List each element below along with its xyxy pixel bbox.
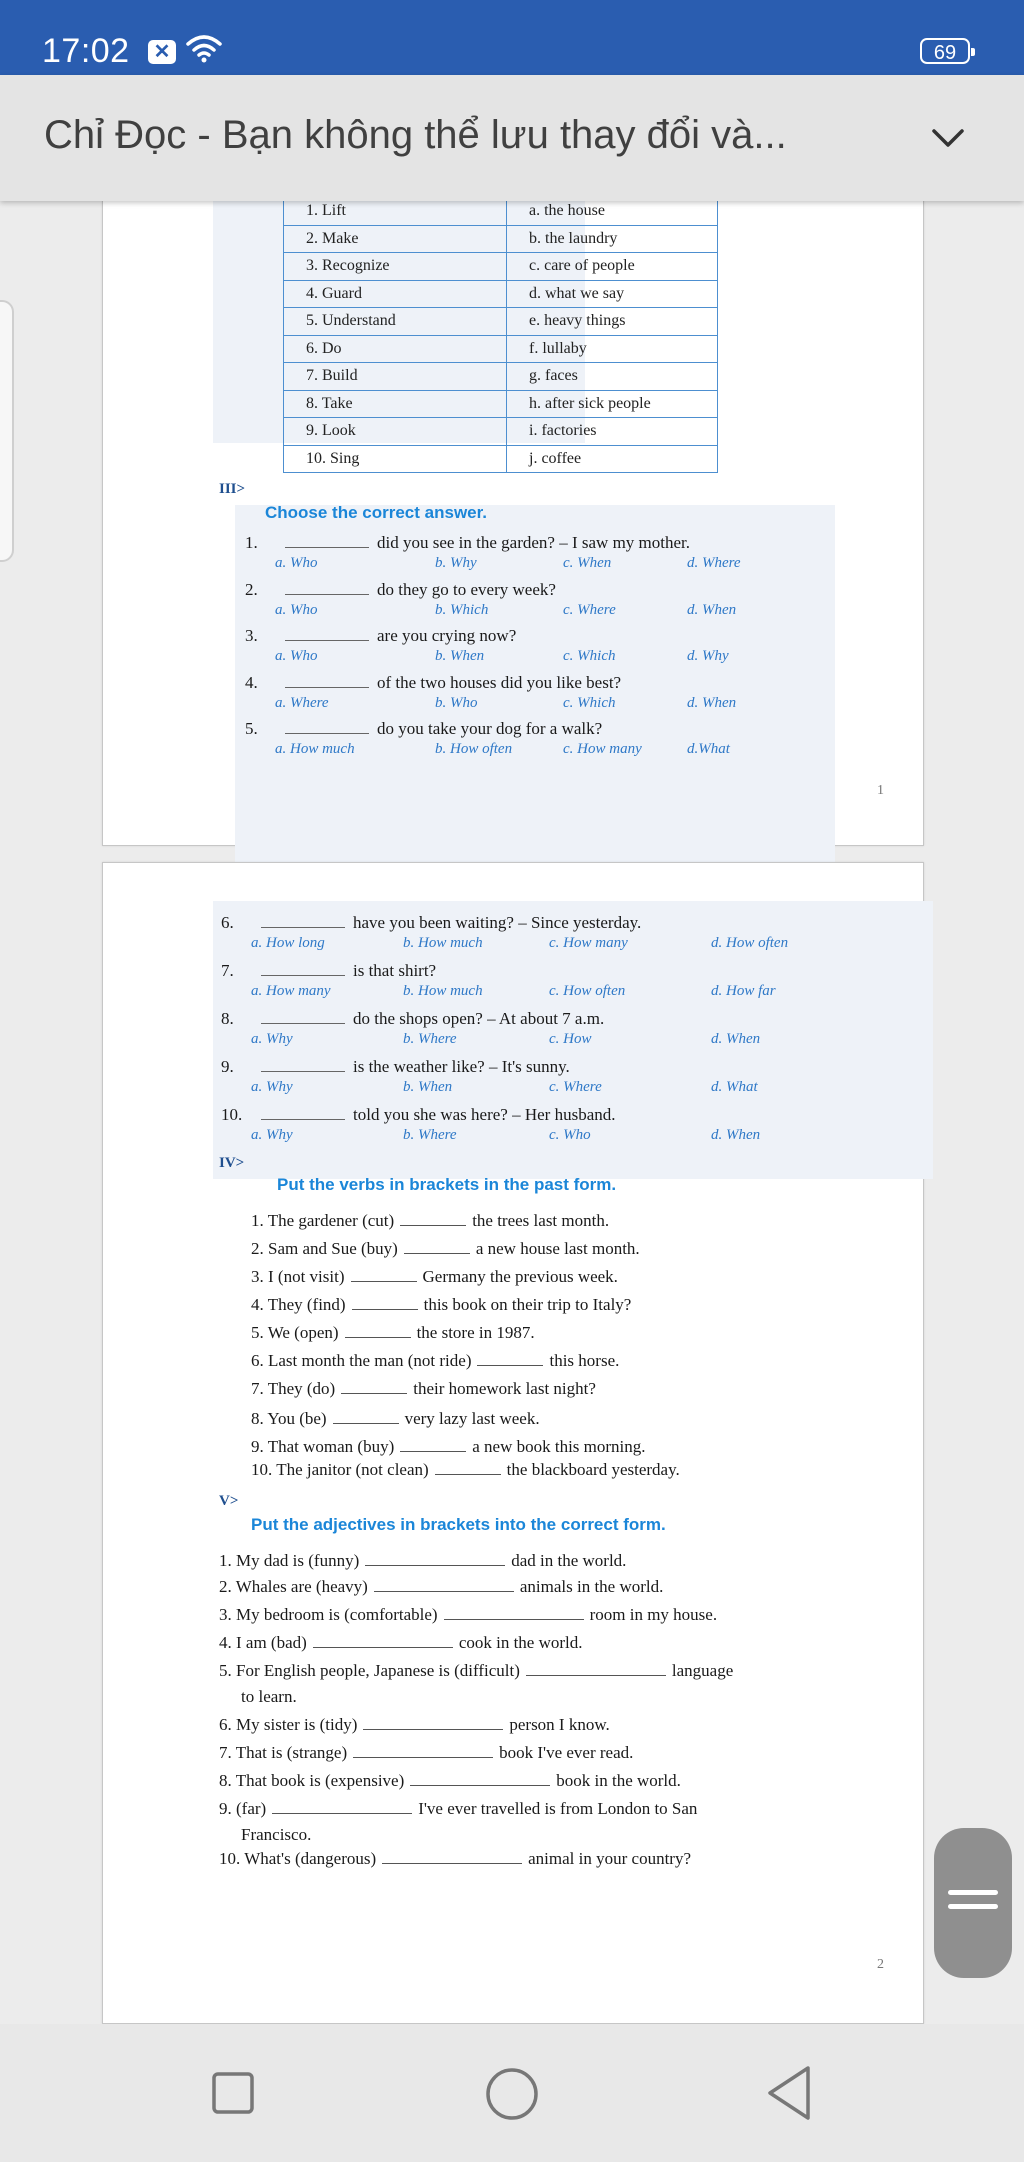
answer-blank [365,1551,505,1566]
item-number: 8. [219,1771,236,1790]
table-cell-object: c. care of people [507,253,718,281]
question-text: is that shirt? [353,961,437,980]
question-number: 9. [221,1057,234,1076]
item-prompt: That woman (buy) [267,1437,395,1456]
item-continuation: book in the world. [556,1771,681,1790]
item-continuation: animal in your country? [528,1849,692,1868]
answer-blank [261,913,345,928]
battery-indicator: 69 [920,38,970,64]
item-number: 7. [219,1743,236,1762]
answer-option: b. When [403,1079,453,1095]
answer-option: d. When [687,601,737,618]
exercise-item [251,1239,640,1259]
item-number: 10. [251,1460,277,1479]
answer-option: d.What [687,741,730,757]
table-row [284,280,718,308]
item-number: 1. [251,1211,268,1230]
exercise-item [251,1211,609,1231]
exercise-item [251,1267,618,1287]
table-cell-verb: 7. Build [284,363,507,391]
wifi-icon [186,34,222,64]
exercise-item [219,1605,717,1625]
table-row [284,390,718,418]
answer-option: c. How often [549,983,626,999]
answer-option: d. When [687,694,737,711]
item-number: 5. [219,1661,236,1680]
answer-option: b. How often [435,741,513,757]
answer-option: b. Where [403,1031,457,1047]
answer-blank [272,1799,412,1814]
answer-option: b. How much [403,935,483,951]
table-cell-object: a. the house [507,198,718,226]
answer-option: d. How far [711,983,776,999]
navigation-bar [0,2024,1024,2162]
exercise-item [219,1715,610,1735]
answer-option: c. Which [563,648,616,664]
section-3-heading: Choose the correct answer. [265,503,488,522]
matching-table [283,197,718,473]
recent-apps-icon[interactable] [210,2070,256,2116]
answer-option: c. Which [563,694,616,711]
item-number: 5. [251,1323,268,1342]
table-cell-object: j. coffee [507,445,718,473]
item-continuation: room in my house. [589,1605,718,1624]
item-continuation: Germany the previous week. [422,1267,618,1286]
question-text: told you she was here? – Her husband. [353,1105,616,1124]
item-prompt: My sister is (tidy) [236,1715,358,1734]
table-row [284,445,718,473]
side-panel-handle[interactable] [0,300,14,562]
exercise-item [219,1577,663,1597]
question-text: do the shops open? – At about 7 a.m. [353,1009,605,1028]
item-continuation: a new book this morning. [472,1437,646,1456]
table-row [284,225,718,253]
item-number: 3. [219,1605,236,1624]
document-page-1 [102,150,924,846]
question-number: 6. [221,913,234,932]
answer-blank [285,533,369,548]
item-number: 10. [219,1849,245,1868]
answer-blank [526,1661,666,1676]
question-number: 7. [221,961,234,980]
exercise-item [219,1633,583,1653]
table-cell-verb: 4. Guard [284,280,507,308]
item-number: 3. [251,1267,268,1286]
page-number: 1 [877,783,884,798]
answer-option: c. When [563,555,612,571]
item-number: 9. [251,1437,268,1456]
answer-option: a. Who [275,601,318,618]
answer-option: a. Why [251,1031,293,1047]
answer-option: a. How much [275,741,355,757]
item-continuation: language [671,1661,734,1680]
item-number: 7. [251,1379,268,1398]
item-prompt: They (find) [267,1295,346,1314]
answer-blank [285,580,369,595]
item-prompt: I am (bad) [236,1633,307,1652]
answer-blank [341,1379,407,1394]
item-prompt: What's (dangerous) [244,1849,377,1868]
answer-blank [351,1267,417,1282]
exercise-item [251,1437,646,1457]
item-number: 1. [219,1551,236,1570]
item-continuation: animals in the world. [519,1577,664,1596]
exercise-item [219,1799,697,1819]
item-prompt: Last month the man (not ride) [268,1351,472,1370]
answer-option: d. Where [687,555,741,571]
table-cell-verb: 5. Understand [284,308,507,336]
item-prompt: Sam and Sue (buy) [268,1239,398,1258]
item-continuation: a new house last month. [475,1239,640,1258]
answer-option: b. Why [435,555,477,571]
answer-blank [444,1605,584,1620]
question-text: have you been waiting? – Since yesterday. [353,913,642,932]
item-prompt: Whales are (heavy) [235,1577,368,1596]
table-cell-verb: 9. Look [284,418,507,446]
exercise-item [219,1771,681,1791]
exercise-item [219,1849,691,1869]
item-prompt: We (open) [267,1323,339,1342]
item-continuation: this horse. [549,1351,620,1370]
table-cell-verb: 1. Lift [284,198,507,226]
answer-blank [435,1460,501,1475]
item-continuation: cook in the world. [458,1633,583,1652]
answer-option: d. What [711,1079,758,1095]
home-icon[interactable] [484,2066,540,2122]
answer-option: d. Why [687,648,729,664]
answer-option: b. Which [435,601,489,618]
question-item [221,1057,570,1077]
item-number: 4. [251,1295,268,1314]
page-number: 2 [877,1957,884,1972]
table-cell-object: h. after sick people [507,390,718,418]
question-item [221,1105,616,1125]
table-cell-object: d. what we say [507,280,718,308]
exercise-item [219,1551,626,1571]
item-number: 2. [219,1577,236,1596]
question-item [221,1009,604,1029]
question-text: of the two houses did you like best? [377,672,622,692]
item-continuation: the trees last month. [472,1211,610,1230]
question-item [245,626,516,646]
document-header [0,75,1024,201]
scan-shading [235,505,835,919]
table-row [284,363,718,391]
item-prompt: You (be) [267,1409,327,1428]
exercise-item [251,1295,631,1315]
answer-blank [285,673,369,688]
table-cell-object: e. heavy things [507,308,718,336]
answer-option: c. How many [549,935,628,951]
answer-blank [404,1239,470,1254]
answer-blank [374,1577,514,1592]
table-row [284,418,718,446]
item-continuation: I've ever travelled is from London to San [418,1799,698,1818]
answer-option: d. When [711,1127,761,1143]
exercise-item [251,1351,619,1371]
answer-option: a. Who [275,555,318,571]
scroll-handle[interactable] [934,1828,1012,1978]
question-text: do they go to every week? [377,579,556,599]
item-continuation: very lazy last week. [404,1409,540,1428]
answer-option: a. Who [275,648,318,664]
answer-option: b. When [435,648,485,664]
table-cell-verb: 10. Sing [284,445,507,473]
question-item [221,913,641,933]
item-continuation: their homework last night? [413,1379,596,1398]
item-continuation: the store in 1987. [416,1323,535,1342]
answer-blank [345,1323,411,1338]
answer-option: a. Why [251,1079,293,1095]
answer-blank [353,1743,493,1758]
section-5-number: V> [219,1493,239,1509]
answer-blank [313,1633,453,1648]
answer-blank [400,1437,466,1452]
item-prompt: The janitor (not clean) [276,1460,429,1479]
answer-option: c. How [549,1031,592,1047]
question-item [245,580,556,600]
exercise-item [219,1743,633,1763]
table-cell-verb: 6. Do [284,335,507,363]
item-continuation: book I've ever read. [499,1743,634,1762]
item-prompt: My dad is (funny) [236,1551,360,1570]
item-number: 9. [219,1799,236,1818]
answer-blank [382,1849,522,1864]
answer-blank [261,1009,345,1024]
document-page-2 [102,862,924,2024]
table-cell-object: f. lullaby [507,335,718,363]
item-number: 6. [251,1351,268,1370]
answer-blank [410,1771,550,1786]
item-number: 8. [251,1409,268,1428]
table-cell-verb: 2. Make [284,225,507,253]
answer-blank [261,1105,345,1120]
item-wrap-text: to learn. [241,1687,297,1706]
item-prompt: My bedroom is (comfortable) [236,1605,438,1624]
item-number: 2. [251,1239,268,1258]
question-item [245,719,602,739]
item-prompt: I (not visit) [268,1267,345,1286]
answer-option: c. Where [563,601,616,618]
table-cell-verb: 3. Recognize [284,253,507,281]
section-3-number: III> [219,481,246,497]
answer-option: d. When [711,1031,761,1047]
answer-blank [285,626,369,641]
item-prompt: The gardener (cut) [267,1211,395,1230]
table-cell-object: g. faces [507,363,718,391]
item-continuation: person I know. [509,1715,610,1734]
question-number: 2. [245,579,258,599]
item-prompt: That is (strange) [235,1743,348,1762]
section-4-heading: Put the verbs in brackets in the past form. [277,1175,617,1194]
answer-option: b. How much [403,983,483,999]
item-number: 6. [219,1715,236,1734]
exercise-item [251,1409,540,1429]
answer-blank [352,1295,418,1310]
section-5-heading: Put the adjectives in brackets into the correct form. [251,1515,666,1534]
answer-option: a. Why [251,1127,293,1143]
answer-option: a. How many [251,983,331,999]
back-icon[interactable] [764,2064,814,2122]
answer-option: c. Where [549,1079,602,1095]
item-prompt: They (do) [267,1379,336,1398]
chevron-down-icon[interactable] [928,123,968,153]
answer-option: c. Who [549,1127,591,1143]
item-number: 4. [219,1633,236,1652]
question-number: 5. [245,719,258,738]
question-text: are you crying now? [377,626,517,645]
status-bar [0,0,1024,75]
item-prompt: For English people, Japanese is (difficult) [236,1661,520,1680]
table-row [284,198,718,226]
question-text: do you take your dog for a walk? [377,719,603,738]
item-prompt: (far) [236,1799,267,1818]
table-cell-verb: 8. Take [284,390,507,418]
answer-blank [400,1211,466,1226]
exercise-item [251,1323,535,1343]
answer-option: b. Who [435,694,478,711]
answer-blank [261,1057,345,1072]
table-cell-object: i. factories [507,418,718,446]
question-number: 1. [245,533,258,552]
answer-blank [285,719,369,734]
question-number: 4. [245,672,258,692]
question-item [245,673,621,693]
section-4-number: IV> [219,1155,245,1171]
item-continuation: dad in the world. [511,1551,627,1570]
question-number: 10. [221,1105,243,1124]
answer-option: d. How often [711,935,789,951]
item-continuation: the blackboard yesterday. [506,1460,680,1479]
table-cell-object: b. the laundry [507,225,718,253]
table-row [284,253,718,281]
table-row [284,335,718,363]
notification-icon: ✕ [148,40,176,64]
item-prompt: That book is (expensive) [235,1771,405,1790]
answer-blank [363,1715,503,1730]
document-title: Chỉ Đọc - Bạn không thể lưu thay đổi và... [44,113,787,157]
item-wrap-text: Francisco. [241,1825,312,1844]
question-item [245,533,690,553]
question-text: did you see in the garden? – I saw my mother. [377,533,691,552]
question-number: 3. [245,626,258,645]
answer-blank [477,1351,543,1366]
answer-option: a. Where [275,694,329,711]
status-time: 17:02 [42,32,130,70]
exercise-item [251,1460,680,1480]
exercise-item [219,1661,733,1681]
answer-blank [261,961,345,976]
question-item [221,961,436,981]
answer-blank [333,1409,399,1424]
answer-option: a. How long [251,935,325,951]
item-continuation: this book on their trip to Italy? [423,1295,632,1314]
question-text: is the weather like? – It's sunny. [353,1057,570,1076]
exercise-item [251,1379,596,1399]
answer-option: b. Where [403,1127,457,1143]
question-number: 8. [221,1009,234,1028]
answer-option: c. How many [563,741,642,757]
table-row [284,308,718,336]
